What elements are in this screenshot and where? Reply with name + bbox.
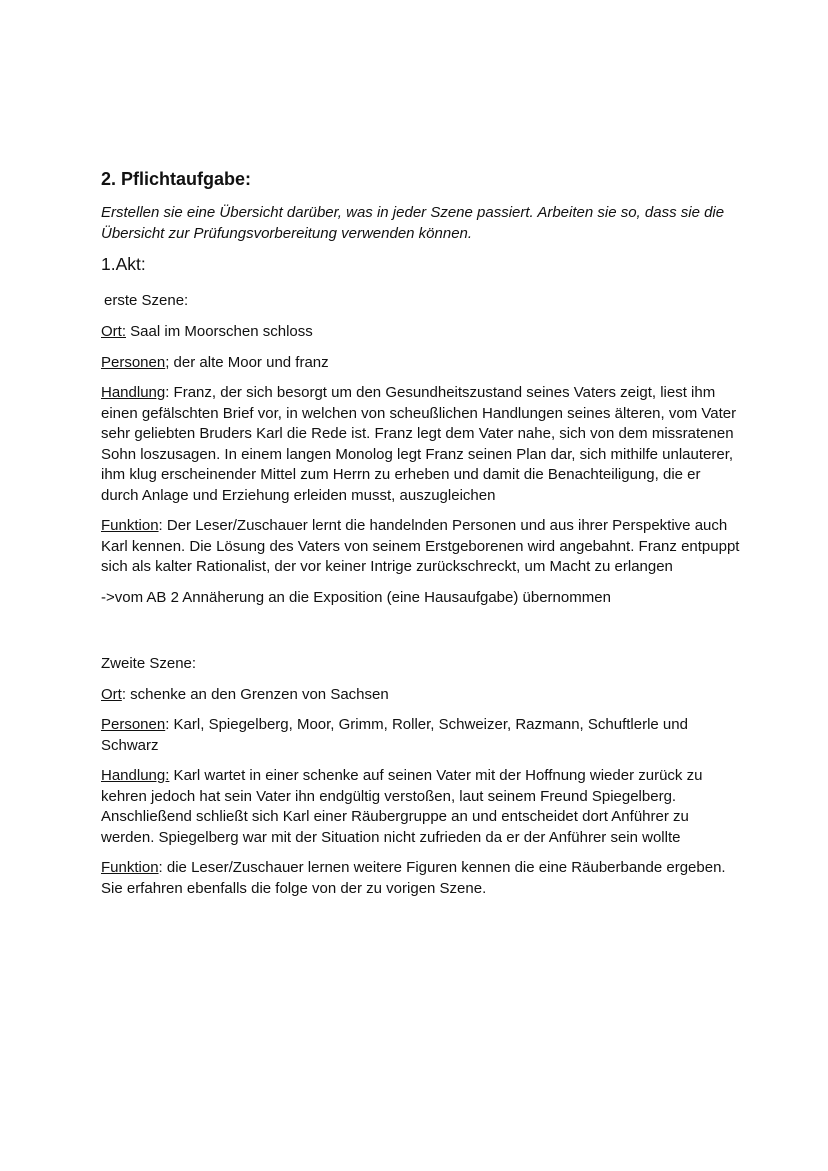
personen-text: : Karl, Spiegelberg, Moor, Grimm, Roller, Schweizer, Razmann, Schuftlerle und Schwarz bbox=[101, 716, 688, 754]
handlung-label: Handlung bbox=[101, 384, 166, 401]
ort-text: Saal im Moorschen schloss bbox=[126, 323, 313, 340]
handlung-text: : Franz, der sich besorgt um den Gesundheitszustand seines Vaters zeigt, liest ihm einen gefälschten Brief vor, in welchen von scheußlichen Handlungen seines älteren, vom Vater sehr geliebten Bruders Karl die Rede ist. Franz legt dem Vater nahe, sich von dem missratenen Sohn loszusagen. In einem langen Monolog legt Franz seinen Plan dar, sich mithilfe unlauterer, ihm klug erscheinender Mittel zum Herrn zu erheben und damit die Benachteiligung, die er durch Anlage und Erziehung erleiden musst, auszugleichen bbox=[101, 384, 737, 504]
scene-2-personen bbox=[101, 715, 741, 756]
ort-text: : schenke an den Grenzen von Sachsen bbox=[121, 685, 389, 703]
scene-1-funktion bbox=[101, 516, 741, 578]
scene-1-note: ->vom AB 2 Annäherung an die Exposition (eine Hausaufgabe) übernommen bbox=[101, 588, 611, 606]
scene-1 bbox=[101, 291, 741, 608]
personen-label: Personen bbox=[101, 353, 166, 371]
scene-2 bbox=[101, 654, 741, 900]
scene-2-handlung bbox=[101, 766, 741, 848]
document-page bbox=[101, 168, 741, 909]
scene-1-title: erste Szene: bbox=[104, 292, 189, 309]
scene-1-personen bbox=[101, 353, 741, 374]
scene-1-handlung bbox=[101, 383, 741, 506]
task-instruction: Erstellen sie eine Übersicht darüber, was in jeder Szene passiert. Arbeiten sie so, dass sie die Übersicht zur Prüfungsvorbereitung verwenden können. bbox=[101, 204, 725, 242]
section-spacer bbox=[101, 608, 741, 654]
handlung-label: Handlung: bbox=[101, 767, 170, 784]
funktion-label: Funktion bbox=[101, 859, 159, 876]
funktion-text: : Der Leser/Zuschauer lernt die handelnden Personen und aus ihrer Perspektive auch Karl kennen. Die Lösung des Vaters von seinem Erstgeborenen wird angebahnt. Franz entpuppt sich als kalter Rationalist, der vor keiner Intrige zurückschreckt, um Macht zu erlangen bbox=[101, 517, 740, 575]
personen-label: Personen bbox=[101, 716, 166, 733]
ort-label: Ort bbox=[101, 685, 122, 703]
personen-text: ; der alte Moor und franz bbox=[165, 353, 329, 371]
funktion-label: Funktion bbox=[101, 517, 159, 534]
funktion-text: : die Leser/Zuschauer lernen weitere Figuren kennen die eine Räuberbande ergeben. Sie erfahren ebenfalls die folge von der zu vorigen Szene. bbox=[101, 859, 726, 897]
task-heading: 2. Pflichtaufgabe: bbox=[101, 169, 252, 189]
scene-2-funktion bbox=[101, 858, 741, 899]
act-title: 1.Akt: bbox=[101, 254, 146, 274]
scene-2-ort bbox=[101, 685, 741, 706]
scene-2-title: Zweite Szene: bbox=[101, 654, 197, 672]
ort-label: Ort: bbox=[101, 323, 126, 340]
scene-1-ort bbox=[101, 322, 741, 343]
handlung-text: Karl wartet in einer schenke auf seinen Vater mit der Hoffnung wieder zurück zu kehren jedoch hat sein Vater ihn endgültig verstoßen, laut seinem Freund Spiegelberg. Anschließend schließt sich Karl einer Räubergruppe an und entscheidet dort Anführer zu werden. Spiegelberg war mit der Situation nicht zufrieden da er der Anführer sein wollte bbox=[101, 767, 703, 846]
